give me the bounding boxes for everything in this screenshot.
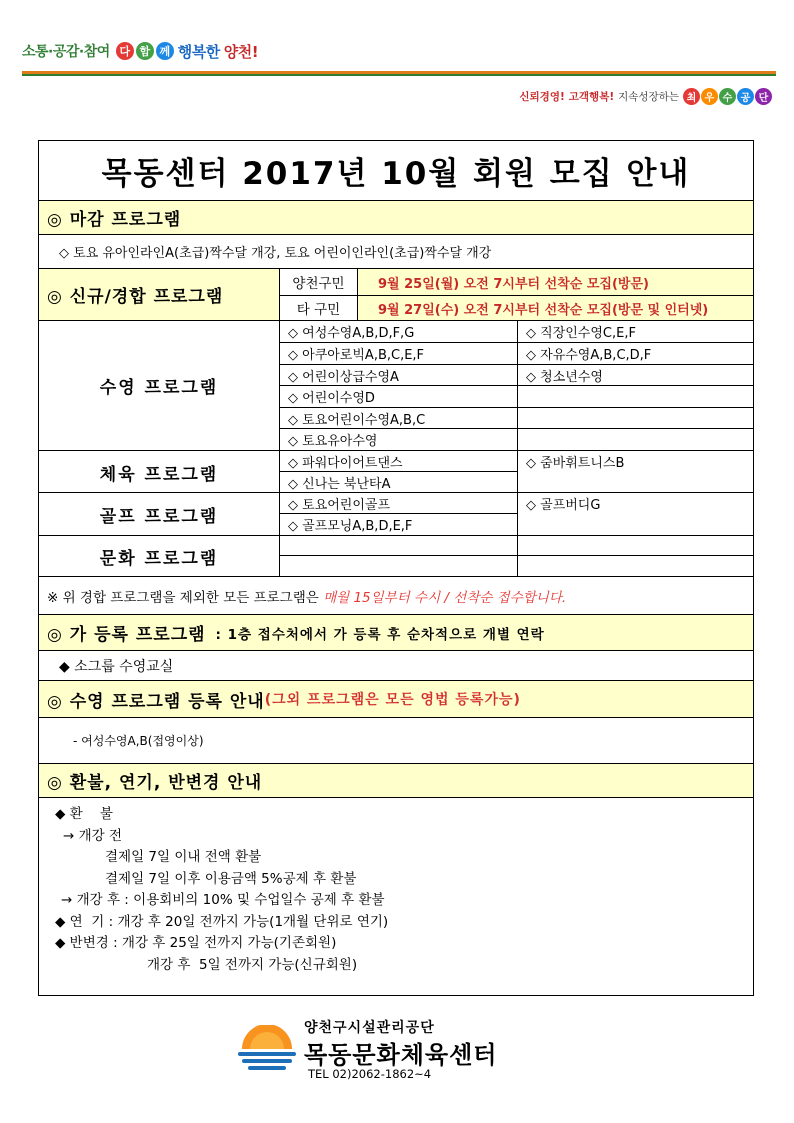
tagline-ball: 단 [755, 88, 772, 105]
header-tagline [519, 88, 772, 105]
tagline-ball: 공 [737, 88, 754, 105]
refund-details [39, 798, 388, 976]
other-schedule: 9월 27일(수) 오전 7시부터 선착순 모집(방문 및 인터넷) [357, 295, 753, 320]
culture-label: 문화 프로그램 [39, 535, 279, 577]
program-item: ◇ 청소년수영 [517, 364, 753, 385]
tagline-trust: 신뢰경영! [519, 91, 565, 103]
prereg-item: ◆ 소그룹 수영교실 [39, 651, 753, 681]
refund-line: → 개강 전 [63, 827, 123, 844]
program-item: ◇ 토요어린이수영A,B,C [279, 407, 517, 428]
program-item: ◇ 골프모닝A,B,D,E,F [279, 513, 517, 535]
program-cell-empty [517, 535, 753, 555]
refund-line: ◆ 반변경 : 개강 후 25일 전까지 가능(기존회원) [55, 935, 337, 951]
note-prefix: ※ 위 경합 프로그램을 제외한 모든 프로그램은 [47, 589, 324, 606]
program-item: ◇ 여성수영A,B,D,F,G [279, 321, 517, 342]
refund-line: 개강 후 5일 전까지 가능(신규회원) [147, 956, 358, 973]
slogan-text: 소통·공감·참여 [22, 44, 110, 60]
footer-org: 양천구시설관리공단 [304, 1020, 435, 1036]
sun-logo-icon [236, 1025, 298, 1071]
section-new-heading: ◎ 신규/경합 프로그램 [47, 287, 224, 307]
program-item: ◇ 파워다이어트댄스 [279, 450, 517, 471]
resident-label: 양천구민 [279, 269, 357, 295]
closed-item: ◇ 토요 유아인라인A(초급)짝수달 개강, 토요 어린이인라인(초급)짝수달 개강 [39, 235, 753, 269]
page-title: 목동센터 2017년 10월 회원 모집 안내 [39, 141, 753, 201]
program-cell-empty [517, 513, 753, 535]
program-item: ◇ 아쿠아로빅A,B,C,E,F [279, 342, 517, 364]
program-cell-empty [279, 555, 517, 576]
note-highlight: 매월 15일부터 수시 / 선착순 접수합니다. [323, 589, 567, 606]
swim-reg-item: - 여성수영A,B(접영이상) [39, 718, 753, 764]
swim-reg-heading: ◎ 수영 프로그램 등록 안내 [47, 691, 265, 712]
refund-line: 결제일 7일 이후 이용금액 5%공제 후 환불 [105, 870, 357, 887]
program-cell-empty [517, 555, 753, 576]
program-cell-empty [279, 535, 517, 555]
program-item: ◇ 신나는 북난타A [279, 471, 517, 492]
program-cell-empty [517, 428, 753, 450]
tagline-happy: 고객행복! [568, 91, 615, 103]
program-item: ◇ 줌바휘트니스B [517, 450, 753, 471]
section-swim-reg [39, 681, 753, 718]
section-prereg [39, 615, 753, 651]
program-cell-empty [517, 407, 753, 428]
program-item: ◇ 골프버디G [517, 492, 753, 513]
program-cell-empty [517, 471, 753, 492]
program-item: ◇ 어린이수영D [279, 385, 517, 407]
program-item: ◇ 직장인수영C,E,F [517, 321, 753, 342]
other-label: 타 구민 [279, 295, 357, 320]
resident-schedule: 9월 25일(월) 오전 7시부터 선착순 모집(방문) [357, 269, 753, 295]
slogan-place: 양천! [223, 42, 259, 61]
footer-center-name: 목동문화체육센터 [304, 1041, 498, 1069]
slogan-circle: 다 [116, 42, 134, 60]
tagline-ball: 최 [683, 88, 700, 105]
section-new [39, 269, 753, 321]
swim-reg-note: (그외 프로그램은 모든 영법 등록가능) [264, 692, 521, 708]
registration-note [39, 577, 753, 615]
header-slogan [22, 36, 258, 66]
refund-line: 결제일 7일 이내 전액 환불 [105, 849, 262, 865]
program-item: ◇ 어린이상급수영A [279, 364, 517, 385]
golf-label: 골프 프로그램 [39, 492, 279, 536]
program-table [39, 321, 753, 577]
footer-tel: TEL 02)2062-1862~4 [308, 1067, 432, 1081]
tagline-ball: 우 [701, 88, 718, 105]
sports-label: 체육 프로그램 [39, 450, 279, 493]
section-refund-heading: ◎ 환불, 연기, 반변경 안내 [39, 764, 753, 798]
program-item: ◇ 토요유아수영 [279, 428, 517, 450]
notice-frame [38, 140, 754, 996]
header-divider [22, 74, 776, 76]
footer-logo [236, 1015, 556, 1085]
slogan-circle: 께 [156, 42, 174, 60]
program-item: ◇ 자유수영A,B,C,D,F [517, 342, 753, 364]
section-closed-heading: ◎ 마감 프로그램 [39, 201, 753, 235]
refund-line: → 개강 후 : 이용회비의 10% 및 수업일수 공제 후 환불 [61, 892, 385, 908]
slogan-happy: 행복한 [177, 42, 220, 61]
prereg-subtext: : 1층 접수처에서 가 등록 후 순차적으로 개별 연락 [215, 626, 545, 643]
refund-line: ◆ 연 기 : 개강 후 20일 전까지 가능(1개월 단위로 연기) [55, 913, 389, 930]
program-item: ◇ 토요어린이골프 [279, 492, 517, 513]
swim-label: 수영 프로그램 [99, 378, 219, 398]
refund-line: ◆ 환 불 [55, 806, 113, 822]
tagline-ball: 수 [719, 88, 736, 105]
prereg-heading: ◎ 가 등록 프로그램 [47, 625, 206, 645]
slogan-circle: 함 [136, 42, 154, 60]
tagline-growth: 지속성장하는 [618, 91, 679, 103]
program-cell-empty [517, 385, 753, 407]
